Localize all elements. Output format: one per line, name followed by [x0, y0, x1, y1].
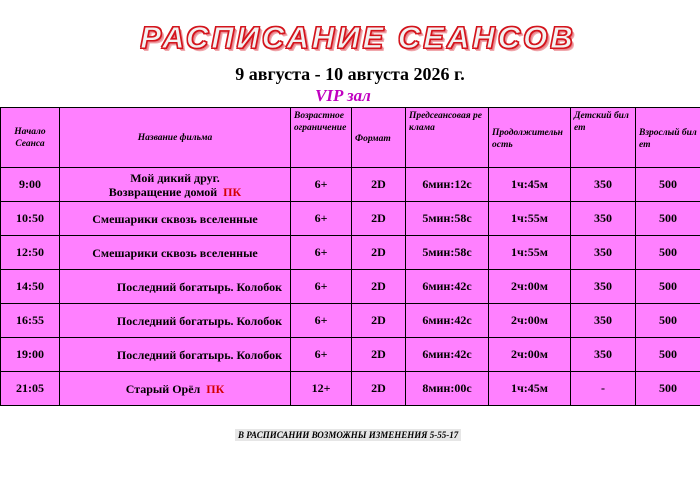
table-row	[1, 168, 700, 202]
film-title-line: Смешарики сквозь вселенные	[92, 211, 258, 226]
duration-cell: 2ч:00м	[489, 270, 571, 304]
film-title-cell	[60, 202, 291, 236]
film-title-line: Возвращение домой	[108, 184, 218, 199]
col-format-header: Формат	[352, 108, 406, 168]
start-time-cell: 19:00	[1, 338, 60, 372]
ads-duration-cell: 8мин:00с	[406, 372, 489, 406]
format-cell: 2D	[352, 236, 406, 270]
child-price-cell: 350	[571, 202, 636, 236]
format-cell: 2D	[352, 202, 406, 236]
film-title-cell	[60, 270, 291, 304]
col-duration-header: Продолжительность	[489, 108, 571, 168]
film-title-cell	[60, 304, 291, 338]
pushkin-card-badge: ПК	[206, 381, 225, 396]
schedule-notice: В РАСПИСАНИИ ВОЗМОЖНЫ ИЗМЕНЕНИЯ 5-55-17	[235, 429, 461, 441]
child-price-cell: 350	[571, 338, 636, 372]
format-cell: 2D	[352, 270, 406, 304]
ads-duration-cell: 5мин:58с	[406, 202, 489, 236]
duration-cell: 1ч:55м	[489, 202, 571, 236]
film-title-cell	[60, 338, 291, 372]
hall-name: VIP зал	[315, 86, 371, 105]
film-title-line: Последний богатырь. Колобок	[116, 347, 282, 362]
table-row	[1, 270, 700, 304]
col-ads-header: Предсеансовая реклама	[406, 108, 489, 168]
col-adult-header: Взрослый билет	[636, 108, 700, 168]
ads-duration-cell: 6мин:42с	[406, 338, 489, 372]
age-rating-cell: 6+	[291, 338, 352, 372]
adult-price-cell: 500	[636, 202, 700, 236]
film-title-line: Последний богатырь. Колобок	[116, 279, 282, 294]
start-time-cell: 9:00	[1, 168, 60, 202]
film-title-line: Мой дикий друг.	[130, 170, 220, 185]
duration-cell: 1ч:45м	[489, 372, 571, 406]
film-title-cell	[60, 372, 291, 406]
col-child-header: Детский билет	[571, 108, 636, 168]
child-price-cell: 350	[571, 168, 636, 202]
film-title-cell	[60, 168, 291, 202]
format-cell: 2D	[352, 372, 406, 406]
pushkin-card-badge: ПК	[223, 184, 242, 199]
film-title-line: Последний богатырь. Колобок	[116, 313, 282, 328]
table-row	[1, 338, 700, 372]
child-price-cell: 350	[571, 270, 636, 304]
adult-price-cell: 500	[636, 168, 700, 202]
start-time-cell: 21:05	[1, 372, 60, 406]
adult-price-cell: 500	[636, 236, 700, 270]
age-rating-cell: 6+	[291, 270, 352, 304]
adult-price-cell: 500	[636, 304, 700, 338]
start-time-cell: 10:50	[1, 202, 60, 236]
start-time-cell: 12:50	[1, 236, 60, 270]
duration-cell: 1ч:45м	[489, 168, 571, 202]
adult-price-cell: 500	[636, 338, 700, 372]
table-row	[1, 304, 700, 338]
table-row	[1, 372, 700, 406]
ads-duration-cell: 6мин:42с	[406, 304, 489, 338]
adult-price-cell: 500	[636, 372, 700, 406]
age-rating-cell: 6+	[291, 236, 352, 270]
schedule-table	[0, 107, 700, 406]
start-time-cell: 14:50	[1, 270, 60, 304]
duration-cell: 1ч:55м	[489, 236, 571, 270]
format-cell: 2D	[352, 338, 406, 372]
col-age-header: Возрастное ограничение	[291, 108, 352, 168]
ads-duration-cell: 6мин:42с	[406, 270, 489, 304]
adult-price-cell: 500	[636, 270, 700, 304]
film-title-line: Старый Орёл	[125, 381, 201, 396]
age-rating-cell: 6+	[291, 202, 352, 236]
duration-cell: 2ч:00м	[489, 304, 571, 338]
age-rating-cell: 12+	[291, 372, 352, 406]
col-film-header: Название фильма	[60, 108, 291, 168]
ads-duration-cell: 6мин:12с	[406, 168, 489, 202]
table-row	[1, 202, 700, 236]
date-range: 9 августа - 10 августа 2026 г.	[235, 64, 465, 84]
start-time-cell: 16:55	[1, 304, 60, 338]
table-header-row	[1, 108, 700, 168]
schedule-title: РАСПИСАНИЕ СЕАНСОВ	[140, 20, 576, 55]
age-rating-cell: 6+	[291, 168, 352, 202]
film-title-cell	[60, 236, 291, 270]
format-cell: 2D	[352, 304, 406, 338]
duration-cell: 2ч:00м	[489, 338, 571, 372]
film-title-line: Смешарики сквозь вселенные	[92, 245, 258, 260]
child-price-cell: 350	[571, 304, 636, 338]
child-price-cell: 350	[571, 236, 636, 270]
col-start-header: Начало Сеанса	[1, 108, 60, 168]
table-row	[1, 236, 700, 270]
format-cell: 2D	[352, 168, 406, 202]
ads-duration-cell: 5мин:58с	[406, 236, 489, 270]
age-rating-cell: 6+	[291, 304, 352, 338]
child-price-cell: -	[571, 372, 636, 406]
